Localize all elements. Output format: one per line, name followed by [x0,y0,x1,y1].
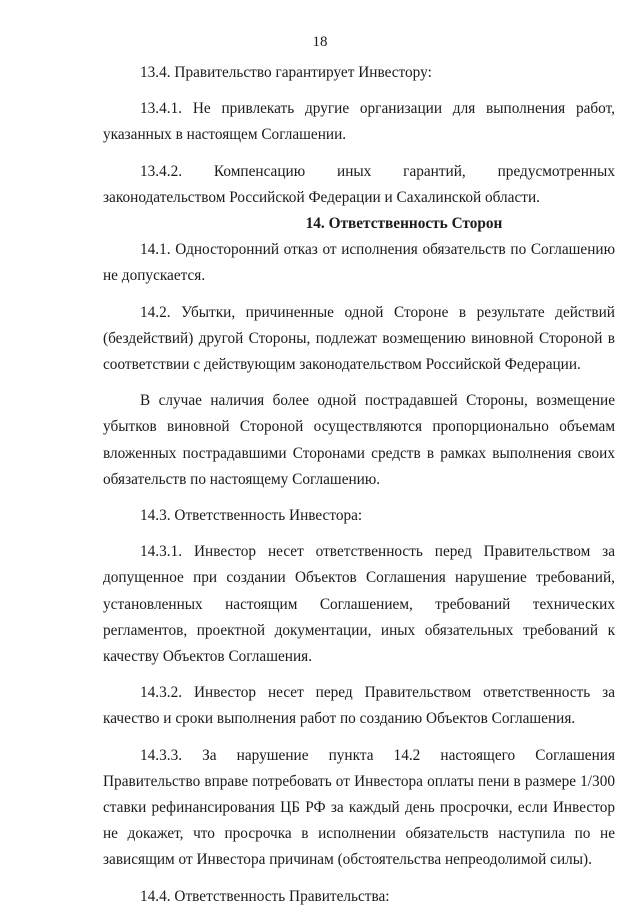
paragraph-14-3-1-line-4: регламентов, проектной документации, иных обязательных требований к [103,621,615,639]
document-body [103,60,615,910]
paragraph-13-4-1-line-1: 13.4.1. Не привлекать другие организации для выполнения работ, [140,100,615,118]
paragraph-14-3-3-line-3: ставки рефинансирования ЦБ РФ за каждый день просрочки, если Инвестор [103,799,615,817]
section-heading: 14. Ответственность Сторон [305,215,503,233]
paragraph-14-3-3-line-2: Правительство вправе потребовать от Инвестора оплаты пени в размере 1/300 [103,772,615,790]
paragraph-14-3-3-line-5: зависящим от Инвестора причинам (обстоятельства непреодолимой силы). [103,851,592,869]
paragraph-damages-line-1: В случае наличия более одной пострадавшей Стороны, возмещение [140,392,615,410]
paragraph-13-4-2-line-1: 13.4.2. Компенсацию иных гарантий, предусмотренных [140,162,615,180]
paragraph-14-3-1-line-1: 14.3.1. Инвестор несет ответственность перед Правительством за [140,543,615,561]
paragraph-14-4: 14.4. Ответственность Правительства: [140,887,390,905]
paragraph-damages-line-2: убытков виновной Стороной осуществляются пропорционально объемам [103,418,615,436]
paragraph-13-4-2-line-2: законодательством Российской Федерации и Сахалинской области. [103,188,540,206]
paragraph-14-2-line-1: 14.2. Убытки, причиненные одной Стороне в результате действий [140,303,615,321]
paragraph-damages-line-4: обязательств по настоящему Соглашению. [103,470,381,488]
paragraph-14-2-line-2: (бездействий) другой Стороны, подлежат возмещению виновной Стороной в [103,329,615,347]
paragraph-14-3-3-line-1: 14.3.3. За нарушение пункта 14.2 настоящего Соглашения [140,746,615,764]
paragraph-14-3-3-line-4: не докажет, что просрочка в исполнении обязательств наступила по не [103,825,615,843]
paragraph-14-1-line-2: не допускается. [103,267,206,285]
paragraph-14-3-1-line-5: качеству Объектов Соглашения. [103,648,313,666]
paragraph-13-4-1-line-2: указанных в настоящем Соглашении. [103,126,347,144]
paragraph-14-3-1-line-3: установленных настоящим Соглашением, требований технических [103,595,615,613]
paragraph-14-3-2-line-1: 14.3.2. Инвестор несет перед Правительством ответственность за [140,684,615,702]
paragraph-13-4: 13.4. Правительство гарантирует Инвестору: [140,64,432,81]
paragraph-14-3: 14.3. Ответственность Инвестора: [140,507,363,525]
paragraph-damages-line-3: вложенных пострадавшими Сторонами средств в рамках выполнения своих [103,444,615,462]
paragraph-14-3-2-line-2: качество и сроки выполнения работ по созданию Объектов Соглашения. [103,710,576,728]
paragraph-14-2-line-3: соответствии с действующим законодательством Российской Федерации. [103,356,581,374]
paragraph-14-1-line-1: 14.1. Односторонний отказ от исполнения обязательств по Соглашению [140,241,615,259]
paragraph-14-3-1-line-2: допущенное при создании Объектов Соглашения нарушение требований, [103,569,615,587]
page-number: 18 [312,34,328,50]
